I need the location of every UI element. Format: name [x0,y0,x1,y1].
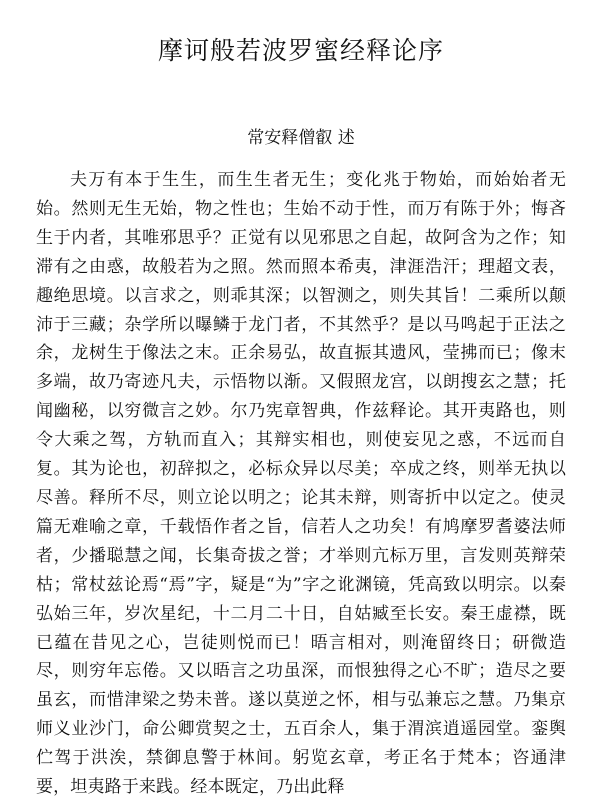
document-author: 常安释僧叡 述 [247,128,355,148]
document-title: 摩诃般若波罗蜜经释论序 [157,36,444,65]
document-body-text: 夫万有本于生生，而生生者无生；变化兆于物始，而始始者无始。然则无生无始，物之性也；生始不动于性，而万有陈于外；悔吝生于内者，其唯邪思乎？正觉有以见邪思之自起，故阿含为之作；知滞有之由惑，故般若为之照。然而照本希夷，津涯浩汗；理超文表，趣绝思境。以言求之，则乖其深；以智测之，则失其旨！二乘所以颠沛于三藏；杂学所以曝鳞于龙门者，不其然乎？是以马鸣起于正法之余，龙树生于像法之末。正余易弘，故直振其遗风，莹拂而已；像末多端，故乃寄迹凡夫，示悟物以渐。又假照龙宫，以朗搜玄之慧；托闻幽秘，以穷微言之妙。尔乃宪章智典，作兹释论。其开夷路也，则令大乘之驾，方轨而直入；其辩实相也，则使妄见之惑，不远而自复。其为论也，初辞拟之，必标众异以尽美；卒成之终，则举无执以尽善。释所不尽，则立论以明之；论其未辩，则寄折中以定之。使灵篇无难喻之章，千载悟作者之旨，信若人之功矣！有鸠摩罗耆婆法师者，少播聪慧之闻，长集奇拔之誉；才举则亢标万里，言发则英辩荣枯；常杖兹论焉“焉”字，疑是“为”字之讹渊镜，凭高致以明宗。以秦弘始三年，岁次星纪，十二月二十日，自姑臧至长安。秦王虚襟，既已蕴在昔见之心，岂徒则悦而已！晤言相对，则淹留终日；研微造尽，则穷年忘倦。又以晤言之功虽深，而恨独得之心不旷；造尽之要虽玄，而惜津梁之势未普。遂以莫逆之怀，相与弘兼忘之慧。乃集京师义业沙门，命公卿赏契之士，五百余人，集于渭滨逍遥园堂。銮舆伫驾于洪涘，禁御息警于林间。躬览玄章，考正名于梵本；咨通津要，坦夷路于来践。经本既定，乃出此释 [36,170,566,798]
